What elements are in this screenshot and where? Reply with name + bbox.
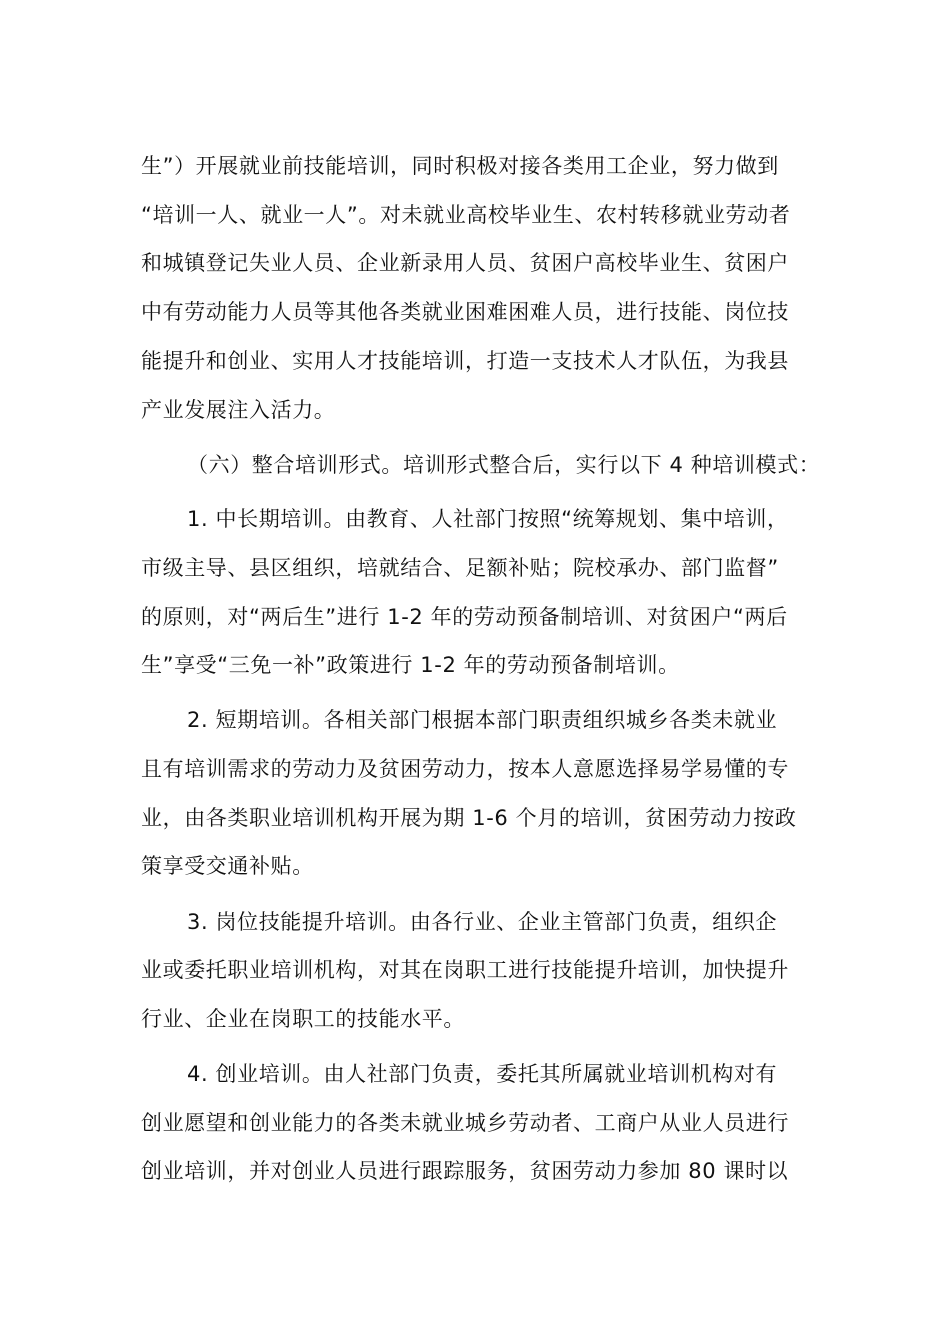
text-line: 中有劳动能力人员等其他各类就业困难困难人员，进行技能、岗位技 xyxy=(141,300,789,324)
text-line: 和城镇登记失业人员、企业新录用人员、贫困户高校毕业生、贫困户 xyxy=(141,251,789,275)
text-line: 生”享受“三免一补”政策进行 1-2 年的劳动预备制培训。 xyxy=(141,653,680,677)
text-line: 行业、企业在岗职工的技能水平。 xyxy=(141,1007,465,1031)
text-line: 策享受交通补贴。 xyxy=(141,854,314,878)
text-line: 的原则，对“两后生”进行 1-2 年的劳动预备制培训、对贫困户“两后 xyxy=(141,605,788,629)
text-line: 业，由各类职业培训机构开展为期 1-6 个月的培训，贫困劳动力按政 xyxy=(141,806,797,830)
list-item-heading: 4. 创业培训。由人社部门负责，委托其所属就业培训机构对有 xyxy=(187,1062,778,1086)
text-line: 且有培训需求的劳动力及贫困劳动力，按本人意愿选择易学易懂的专 xyxy=(141,757,789,781)
text-line: 市级主导、县区组织，培就结合、足额补贴；院校承办、部门监督” xyxy=(141,556,779,580)
text-line: 能提升和创业、实用人才技能培训，打造一支技术人才队伍，为我县 xyxy=(141,349,789,373)
list-item-heading: 2. 短期培训。各相关部门根据本部门职责组织城乡各类未就业 xyxy=(187,708,778,732)
text-line: 产业发展注入活力。 xyxy=(141,398,336,422)
text-line: 创业愿望和创业能力的各类未就业城乡劳动者、工商户从业人员进行 xyxy=(141,1111,789,1135)
list-item-heading: 3. 岗位技能提升培训。由各行业、企业主管部门负责，组织企 xyxy=(187,910,778,934)
section-heading: （六）整合培训形式。培训形式整合后，实行以下 4 种培训模式： xyxy=(187,453,821,477)
text-line: “培训一人、就业一人”。对未就业高校毕业生、农村转移就业劳动者 xyxy=(141,203,791,227)
text-line: 创业培训，并对创业人员进行跟踪服务，贫困劳动力参加 80 课时以 xyxy=(141,1159,789,1183)
text-line: 业或委托职业培训机构，对其在岗职工进行技能提升培训，加快提升 xyxy=(141,958,789,982)
text-line: 生”）开展就业前技能培训，同时积极对接各类用工企业，努力做到 xyxy=(141,154,779,178)
list-item-heading: 1. 中长期培训。由教育、人社部门按照“统筹规划、集中培训， xyxy=(187,507,789,531)
